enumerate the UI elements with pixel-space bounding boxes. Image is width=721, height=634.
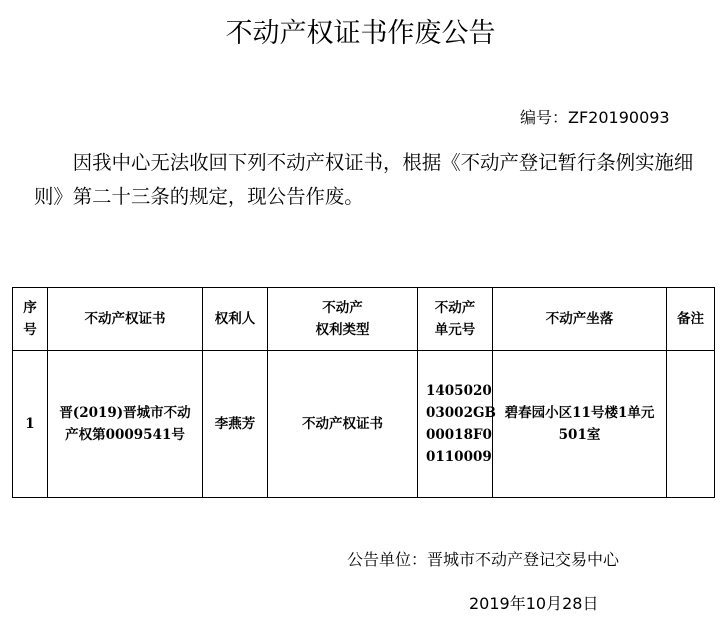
table-header-row (13, 288, 715, 351)
cell-seq: 1 (13, 351, 48, 498)
page-title: 不动产权证书作废公告 (225, 18, 496, 49)
issuing-unit: 公告单位：晋城市不动产登记交易中心 (347, 550, 620, 569)
cell-certificate: 晋(2019)晋城市不动产权第0009541号 (48, 351, 203, 498)
header-remarks: 备注 (667, 288, 715, 351)
document-number: 编号：ZF20190093 (520, 108, 670, 127)
cell-holder: 李燕芳 (203, 351, 268, 498)
header-seq: 序 号 (13, 288, 48, 351)
header-certificate: 不动产权证书 (48, 288, 203, 351)
header-holder: 权利人 (203, 288, 268, 351)
header-location: 不动产坐落 (493, 288, 667, 351)
announcement-body: 因我中心无法收回下列不动产权证书，根据《不动产登记暂行条例实施细则》第二十三条的规定，现公告作废。 (34, 151, 694, 208)
announcement-date: 2019年10月28日 (469, 594, 599, 613)
cell-remarks (667, 351, 715, 498)
cell-right-type: 不动产权证书 (268, 351, 418, 498)
certificate-table (12, 287, 715, 498)
cell-unit-number: 1405020 03002GB 00018F0 0110009 (418, 351, 493, 498)
table-row (13, 351, 715, 498)
header-unit-number: 不动产 单元号 (418, 288, 493, 351)
header-right-type: 不动产 权利类型 (268, 288, 418, 351)
cell-location: 碧春园小区11号楼1单元501室 (493, 351, 667, 498)
